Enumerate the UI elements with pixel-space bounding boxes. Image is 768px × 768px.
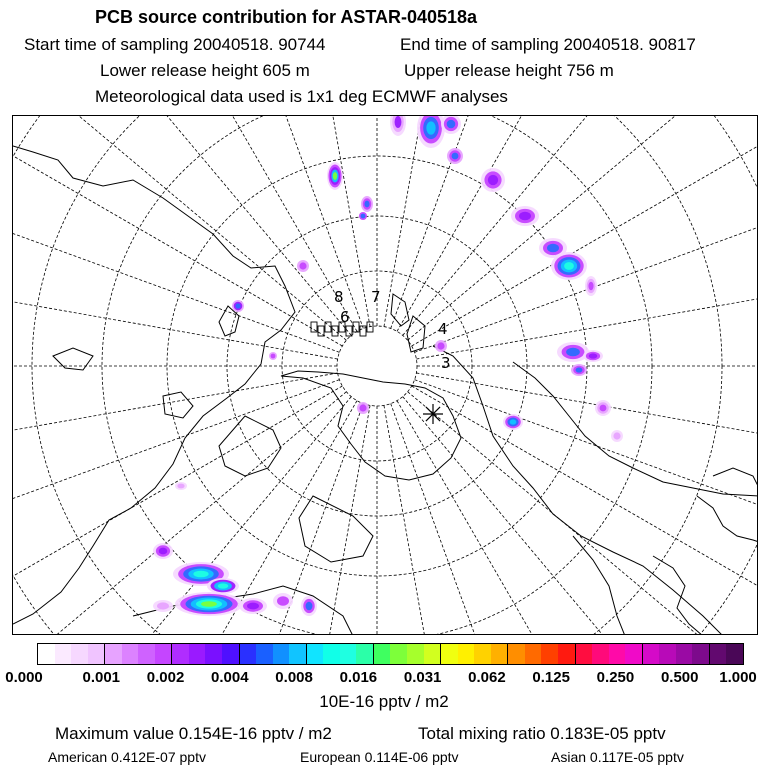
colorbar-cell (643, 644, 660, 664)
colorbar-cell (710, 644, 727, 664)
coastline (281, 371, 461, 480)
meridian-line (412, 386, 758, 635)
coastline (697, 496, 758, 542)
colorbar-cell (88, 644, 106, 664)
colorbar-cell (558, 644, 576, 664)
colorbar-cell (541, 644, 558, 664)
colorbar-cell (273, 644, 290, 664)
colorbar-units: 10E-16 pptv / m2 (319, 692, 449, 711)
station-marker (346, 326, 352, 336)
colorbar-cell (458, 644, 475, 664)
colorbar-cell (676, 644, 693, 664)
meridian-line (415, 116, 758, 352)
coastline (433, 346, 723, 635)
colorbar-tick-label: 0.008 (275, 669, 313, 686)
plume-contour (395, 116, 402, 128)
coastline (407, 316, 425, 352)
colorbar-tick-label: 0.062 (468, 669, 506, 686)
polar-map-canvas (13, 116, 758, 635)
meridian-line (384, 405, 533, 635)
colorbar-cell (307, 644, 324, 664)
polar-map (12, 115, 758, 635)
meridian-line (412, 116, 758, 346)
station-markers (311, 288, 451, 424)
plume-contour (364, 201, 369, 208)
latitude-circle (337, 326, 417, 406)
meridian-line (403, 397, 758, 635)
latitude-circle (13, 116, 758, 635)
plume-contour (447, 120, 456, 129)
plume-contour (488, 175, 498, 185)
total-mixing-ratio-label: Total mixing ratio 0.183E-05 pptv (418, 724, 666, 743)
meridian-line (13, 116, 342, 346)
colorbar-cell (491, 644, 509, 664)
meridian-line (221, 116, 370, 327)
coastline (653, 556, 703, 635)
plume-contour (193, 571, 208, 578)
european-contribution: European 0.114E-06 pptv (300, 749, 459, 765)
station-label: 6 (340, 308, 350, 326)
colorbar-cell (155, 644, 173, 664)
colorbar-cell (323, 644, 340, 664)
plume-contour (564, 262, 574, 270)
colorbar-cell (692, 644, 710, 664)
colorbar-cell (38, 644, 55, 664)
upper-release-height-label: Upper release height 756 m (404, 61, 614, 80)
plume-contour (519, 212, 531, 221)
plume-contour (547, 244, 559, 253)
station-marker (332, 326, 338, 336)
receptor-marker-icon (423, 404, 443, 424)
colorbar-cell (609, 644, 626, 664)
plume-contour (277, 596, 289, 606)
colorbar-tick-label: 0.002 (146, 669, 185, 686)
plume-contour (247, 603, 259, 610)
colorbar-cell (105, 644, 122, 664)
plume-contour (359, 404, 366, 411)
meridian-line (397, 116, 758, 331)
colorbar-cell (441, 644, 458, 664)
colorbar-tick-label: 0.016 (339, 669, 378, 686)
colorbar-tick-label: 0.001 (82, 669, 121, 686)
plume-contour (613, 432, 620, 439)
colorbar-cell (205, 644, 222, 664)
colorbar-cell (407, 644, 424, 664)
meridian-line (416, 373, 758, 522)
end-time-label: End time of sampling 20040518. 90817 (400, 35, 696, 54)
colorbar-tick-label: 0.250 (596, 669, 635, 686)
colorbar-cell (256, 644, 273, 664)
colorbar-tick-label: 0.125 (532, 669, 570, 686)
plume-contour (235, 303, 240, 308)
plume-contour (452, 153, 459, 160)
plume-contour (566, 348, 580, 357)
plume-contour (271, 354, 276, 359)
meridian-line (408, 392, 758, 635)
plume-contour (306, 602, 313, 611)
coastline (299, 496, 373, 562)
meridian-line (384, 116, 533, 327)
colorbar-cell (576, 644, 593, 664)
colorbar-cell (374, 644, 391, 664)
meridian-line (397, 401, 758, 635)
colorbar-tick-label: 0.500 (660, 669, 699, 686)
colorbar-tick-label: 0.031 (403, 669, 442, 686)
colorbar-cell (55, 644, 72, 664)
meridian-line (415, 380, 758, 635)
colorbar-cell (122, 644, 139, 664)
colorbar-cell (726, 644, 743, 664)
plume-contour (589, 353, 598, 358)
colorbar-cell (222, 644, 240, 664)
plume-contour (218, 583, 229, 588)
map-title: PCB source contribution for ASTAR-040518a (95, 7, 478, 27)
colorbar-cell (474, 644, 491, 664)
colorbar-cell (172, 644, 189, 664)
plume-contour (333, 172, 337, 180)
plume-contour (510, 419, 517, 424)
station-label: 8 (334, 288, 344, 306)
coastlines (13, 146, 758, 635)
coastline (713, 468, 758, 488)
station-marker (353, 322, 359, 332)
american-contribution: American 0.412E-07 pptv (48, 749, 206, 765)
colorbar (37, 643, 744, 665)
coastline (163, 392, 193, 418)
station-label: 4 (438, 320, 448, 338)
colorbar-cell (189, 644, 206, 664)
colorbar-cell (525, 644, 542, 664)
colorbar-cell (289, 644, 307, 664)
colorbar-cell (592, 644, 609, 664)
plume-contour (576, 367, 583, 372)
plume-contour (157, 602, 169, 609)
colorbar-tick-label: 0.004 (211, 669, 249, 686)
colorbar-cell (71, 644, 88, 664)
plume-contour (588, 282, 593, 291)
lat-lon-grid (13, 116, 758, 635)
colorbar-cell (508, 644, 525, 664)
lower-release-height-label: Lower release height 605 m (100, 61, 310, 80)
meridian-line (391, 404, 685, 635)
colorbar-cell (625, 644, 643, 664)
colorbar-cell (424, 644, 442, 664)
plume-contour (177, 484, 184, 489)
plume-contour (600, 405, 607, 412)
asian-contribution: Asian 0.117E-05 pptv (551, 749, 684, 765)
plume-contour (437, 342, 444, 349)
colorbar-cell (390, 644, 407, 664)
latitude-circle (13, 116, 758, 635)
colorbar-cell (356, 644, 374, 664)
meridian-line (13, 116, 351, 335)
station-label: 3 (441, 354, 451, 372)
meridian-line (13, 116, 346, 340)
meridian-line (13, 210, 338, 359)
plume-contour (159, 548, 168, 555)
colorbar-tick-label: 1.000 (719, 669, 757, 686)
colorbar-tick-label: 0.000 (5, 669, 43, 686)
meridian-line (13, 373, 338, 522)
plume-contour (361, 214, 366, 219)
start-time-label: Start time of sampling 20040518. 90744 (24, 35, 326, 54)
coastline (53, 348, 93, 370)
plume-contour (299, 262, 306, 269)
maximum-value-label: Maximum value 0.154E-16 pptv / m2 (55, 724, 332, 743)
plume-contour (201, 601, 217, 607)
meridian-line (408, 116, 758, 340)
meridian-line (13, 116, 357, 331)
colorbar-cell (659, 644, 676, 664)
colorbar-cell (138, 644, 155, 664)
meteorological-data-label: Meteorological data used is 1x1 deg ECMWF analyses (95, 87, 508, 106)
station-label: 7 (371, 288, 381, 306)
colorbar-cell (340, 644, 357, 664)
plume-contour (426, 121, 435, 134)
meridian-line (13, 116, 339, 352)
colorbar-cell (240, 644, 257, 664)
